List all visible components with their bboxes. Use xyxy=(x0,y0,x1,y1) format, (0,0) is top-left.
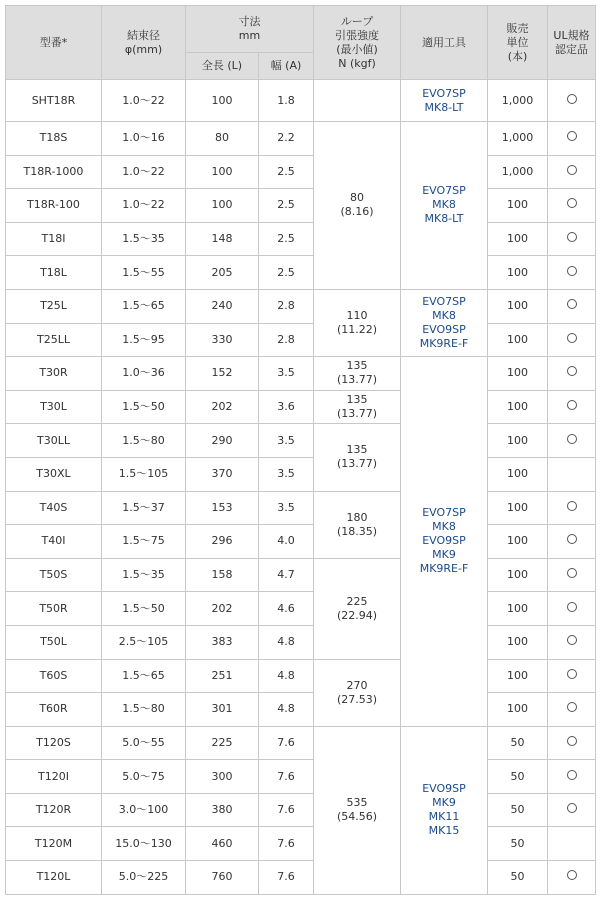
length-cell: 301 xyxy=(186,693,259,727)
header-diameter: 結束径 φ(mm) xyxy=(102,6,186,80)
tool-cell: EVO7SP MK8-LT xyxy=(401,80,488,122)
tool-cell: EVO7SP MK8 EVO9SP MK9 MK9RE-F xyxy=(401,357,488,727)
diameter-cell: 2.5～105 xyxy=(102,625,186,659)
diameter-cell: 5.0～225 xyxy=(102,861,186,895)
diameter-cell: 1.5～37 xyxy=(102,491,186,525)
length-cell: 383 xyxy=(186,625,259,659)
ul-certified-circle-icon xyxy=(567,534,577,544)
table-row xyxy=(6,256,596,290)
unit-cell: 50 xyxy=(488,793,548,827)
length-cell: 153 xyxy=(186,491,259,525)
table-row xyxy=(6,726,596,760)
diameter-cell: 1.5～65 xyxy=(102,659,186,693)
table-row xyxy=(6,357,596,391)
table-row xyxy=(6,525,596,559)
ul-certified-circle-icon xyxy=(567,803,577,813)
model-cell: T25LL xyxy=(6,323,102,357)
ul-cell xyxy=(548,323,596,357)
diameter-cell: 1.0～22 xyxy=(102,155,186,189)
model-cell: T25L xyxy=(6,289,102,323)
table-row xyxy=(6,80,596,122)
ul-cell xyxy=(548,457,596,491)
ul-cell xyxy=(548,80,596,122)
unit-cell: 100 xyxy=(488,424,548,458)
strength-cell: 110 (11.22) xyxy=(314,289,401,356)
width-cell: 2.8 xyxy=(259,323,314,357)
diameter-cell: 1.5～35 xyxy=(102,558,186,592)
ul-cell xyxy=(548,189,596,223)
diameter-cell: 1.0～16 xyxy=(102,122,186,156)
ul-cell xyxy=(548,155,596,189)
length-cell: 251 xyxy=(186,659,259,693)
model-cell: T50S xyxy=(6,558,102,592)
length-cell: 202 xyxy=(186,390,259,424)
length-cell: 80 xyxy=(186,122,259,156)
model-cell: T120M xyxy=(6,827,102,861)
strength-cell: 135 (13.77) xyxy=(314,357,401,391)
ul-cell xyxy=(548,491,596,525)
unit-cell: 100 xyxy=(488,592,548,626)
product-spec-table-container xyxy=(5,5,595,895)
strength-cell: 135 (13.77) xyxy=(314,424,401,491)
model-cell: T18I xyxy=(6,222,102,256)
ul-certified-circle-icon xyxy=(567,198,577,208)
strength-cell: 180 (18.35) xyxy=(314,491,401,558)
model-cell: T18R-100 xyxy=(6,189,102,223)
header-width: 幅 (A) xyxy=(259,53,314,80)
length-cell: 296 xyxy=(186,525,259,559)
length-cell: 158 xyxy=(186,558,259,592)
ul-cell xyxy=(548,525,596,559)
model-cell: SHT18R xyxy=(6,80,102,122)
model-cell: T50L xyxy=(6,625,102,659)
ul-certified-circle-icon xyxy=(567,400,577,410)
ul-certified-circle-icon xyxy=(567,635,577,645)
diameter-cell: 1.5～105 xyxy=(102,457,186,491)
ul-certified-circle-icon xyxy=(567,736,577,746)
ul-cell xyxy=(548,424,596,458)
model-cell: T18S xyxy=(6,122,102,156)
unit-cell: 100 xyxy=(488,222,548,256)
width-cell: 2.5 xyxy=(259,222,314,256)
model-cell: T50R xyxy=(6,592,102,626)
model-cell: T60R xyxy=(6,693,102,727)
header-unit: 販売 単位 (本) xyxy=(488,6,548,80)
unit-cell: 100 xyxy=(488,289,548,323)
ul-certified-circle-icon xyxy=(567,870,577,880)
unit-cell: 100 xyxy=(488,189,548,223)
table-row xyxy=(6,827,596,861)
diameter-cell: 1.0～22 xyxy=(102,80,186,122)
ul-cell xyxy=(548,760,596,794)
width-cell: 3.5 xyxy=(259,457,314,491)
diameter-cell: 1.5～95 xyxy=(102,323,186,357)
strength-cell xyxy=(314,80,401,122)
ul-certified-circle-icon xyxy=(567,568,577,578)
unit-cell: 100 xyxy=(488,659,548,693)
table-row xyxy=(6,592,596,626)
ul-certified-circle-icon xyxy=(567,602,577,612)
unit-cell: 100 xyxy=(488,357,548,391)
table-row xyxy=(6,390,596,424)
width-cell: 1.8 xyxy=(259,80,314,122)
strength-cell: 270 (27.53) xyxy=(314,659,401,726)
ul-cell xyxy=(548,558,596,592)
table-row xyxy=(6,323,596,357)
header-ul: UL規格 認定品 xyxy=(548,6,596,80)
length-cell: 148 xyxy=(186,222,259,256)
strength-cell: 80 (8.16) xyxy=(314,122,401,290)
unit-cell: 100 xyxy=(488,457,548,491)
model-cell: T60S xyxy=(6,659,102,693)
table-row xyxy=(6,122,596,156)
model-cell: T120S xyxy=(6,726,102,760)
table-row xyxy=(6,793,596,827)
table-row xyxy=(6,155,596,189)
table-row xyxy=(6,189,596,223)
ul-cell xyxy=(548,625,596,659)
diameter-cell: 1.5～55 xyxy=(102,256,186,290)
width-cell: 4.8 xyxy=(259,693,314,727)
length-cell: 300 xyxy=(186,760,259,794)
ul-certified-circle-icon xyxy=(567,366,577,376)
model-cell: T40S xyxy=(6,491,102,525)
ul-cell xyxy=(548,256,596,290)
width-cell: 2.8 xyxy=(259,289,314,323)
ul-certified-circle-icon xyxy=(567,770,577,780)
width-cell: 7.6 xyxy=(259,861,314,895)
width-cell: 4.6 xyxy=(259,592,314,626)
unit-cell: 50 xyxy=(488,827,548,861)
ul-cell xyxy=(548,827,596,861)
ul-certified-circle-icon xyxy=(567,333,577,343)
length-cell: 100 xyxy=(186,155,259,189)
width-cell: 3.5 xyxy=(259,424,314,458)
width-cell: 7.6 xyxy=(259,726,314,760)
width-cell: 7.6 xyxy=(259,760,314,794)
unit-cell: 50 xyxy=(488,760,548,794)
model-cell: T120R xyxy=(6,793,102,827)
model-cell: T18R-1000 xyxy=(6,155,102,189)
unit-cell: 1,000 xyxy=(488,155,548,189)
ul-cell xyxy=(548,592,596,626)
unit-cell: 50 xyxy=(488,726,548,760)
cable-tie-spec-table xyxy=(5,5,596,895)
diameter-cell: 15.0～130 xyxy=(102,827,186,861)
diameter-cell: 1.0～22 xyxy=(102,189,186,223)
unit-cell: 1,000 xyxy=(488,122,548,156)
model-cell: T120I xyxy=(6,760,102,794)
table-row xyxy=(6,491,596,525)
table-row xyxy=(6,861,596,895)
diameter-cell: 3.0～100 xyxy=(102,793,186,827)
table-row xyxy=(6,457,596,491)
header-length: 全長 (L) xyxy=(186,53,259,80)
header-dimensions: 寸法 mm xyxy=(186,6,314,53)
ul-certified-circle-icon xyxy=(567,669,577,679)
width-cell: 4.8 xyxy=(259,659,314,693)
strength-cell: 225 (22.94) xyxy=(314,558,401,659)
length-cell: 370 xyxy=(186,457,259,491)
length-cell: 380 xyxy=(186,793,259,827)
ul-cell xyxy=(548,726,596,760)
model-cell: T120L xyxy=(6,861,102,895)
ul-cell xyxy=(548,861,596,895)
table-row xyxy=(6,693,596,727)
ul-cell xyxy=(548,390,596,424)
unit-cell: 1,000 xyxy=(488,80,548,122)
model-cell: T30XL xyxy=(6,457,102,491)
length-cell: 202 xyxy=(186,592,259,626)
ul-cell xyxy=(548,793,596,827)
ul-certified-circle-icon xyxy=(567,501,577,511)
length-cell: 460 xyxy=(186,827,259,861)
strength-cell: 135 (13.77) xyxy=(314,390,401,424)
unit-cell: 100 xyxy=(488,525,548,559)
width-cell: 2.5 xyxy=(259,189,314,223)
ul-certified-circle-icon xyxy=(567,94,577,104)
ul-certified-circle-icon xyxy=(567,702,577,712)
diameter-cell: 1.5～65 xyxy=(102,289,186,323)
ul-certified-circle-icon xyxy=(567,266,577,276)
ul-certified-circle-icon xyxy=(567,434,577,444)
diameter-cell: 5.0～75 xyxy=(102,760,186,794)
unit-cell: 100 xyxy=(488,491,548,525)
unit-cell: 100 xyxy=(488,390,548,424)
unit-cell: 50 xyxy=(488,861,548,895)
tool-cell: EVO7SP MK8 MK8-LT xyxy=(401,122,488,290)
table-row xyxy=(6,222,596,256)
model-cell: T30R xyxy=(6,357,102,391)
width-cell: 4.7 xyxy=(259,558,314,592)
length-cell: 225 xyxy=(186,726,259,760)
model-cell: T30LL xyxy=(6,424,102,458)
table-row xyxy=(6,625,596,659)
length-cell: 290 xyxy=(186,424,259,458)
diameter-cell: 1.5～50 xyxy=(102,390,186,424)
table-body xyxy=(6,80,596,895)
tool-cell: EVO9SP MK9 MK11 MK15 xyxy=(401,726,488,894)
unit-cell: 100 xyxy=(488,558,548,592)
diameter-cell: 1.0～36 xyxy=(102,357,186,391)
ul-cell xyxy=(548,122,596,156)
length-cell: 152 xyxy=(186,357,259,391)
ul-certified-circle-icon xyxy=(567,165,577,175)
ul-certified-circle-icon xyxy=(567,232,577,242)
ul-cell xyxy=(548,357,596,391)
unit-cell: 100 xyxy=(488,256,548,290)
length-cell: 100 xyxy=(186,80,259,122)
length-cell: 760 xyxy=(186,861,259,895)
ul-certified-circle-icon xyxy=(567,131,577,141)
diameter-cell: 1.5～80 xyxy=(102,693,186,727)
width-cell: 7.6 xyxy=(259,793,314,827)
width-cell: 2.2 xyxy=(259,122,314,156)
width-cell: 4.0 xyxy=(259,525,314,559)
model-cell: T18L xyxy=(6,256,102,290)
model-cell: T40I xyxy=(6,525,102,559)
width-cell: 7.6 xyxy=(259,827,314,861)
length-cell: 100 xyxy=(186,189,259,223)
diameter-cell: 1.5～80 xyxy=(102,424,186,458)
header-tool: 適用工具 xyxy=(401,6,488,80)
diameter-cell: 5.0～55 xyxy=(102,726,186,760)
length-cell: 240 xyxy=(186,289,259,323)
ul-cell xyxy=(548,659,596,693)
unit-cell: 100 xyxy=(488,323,548,357)
table-row xyxy=(6,289,596,323)
table-row xyxy=(6,760,596,794)
header-model: 型番* xyxy=(6,6,102,80)
width-cell: 2.5 xyxy=(259,155,314,189)
width-cell: 3.5 xyxy=(259,357,314,391)
model-cell: T30L xyxy=(6,390,102,424)
table-row xyxy=(6,558,596,592)
diameter-cell: 1.5～50 xyxy=(102,592,186,626)
length-cell: 330 xyxy=(186,323,259,357)
length-cell: 205 xyxy=(186,256,259,290)
width-cell: 4.8 xyxy=(259,625,314,659)
unit-cell: 100 xyxy=(488,625,548,659)
ul-cell xyxy=(548,222,596,256)
diameter-cell: 1.5～75 xyxy=(102,525,186,559)
table-row xyxy=(6,424,596,458)
table-row xyxy=(6,659,596,693)
tool-cell: EVO7SP MK8 EVO9SP MK9RE-F xyxy=(401,289,488,356)
width-cell: 3.6 xyxy=(259,390,314,424)
ul-certified-circle-icon xyxy=(567,299,577,309)
width-cell: 3.5 xyxy=(259,491,314,525)
unit-cell: 100 xyxy=(488,693,548,727)
header-strength: ループ 引張強度 (最小値) N (kgf) xyxy=(314,6,401,80)
width-cell: 2.5 xyxy=(259,256,314,290)
ul-cell xyxy=(548,289,596,323)
diameter-cell: 1.5～35 xyxy=(102,222,186,256)
ul-cell xyxy=(548,693,596,727)
strength-cell: 535 (54.56) xyxy=(314,726,401,894)
